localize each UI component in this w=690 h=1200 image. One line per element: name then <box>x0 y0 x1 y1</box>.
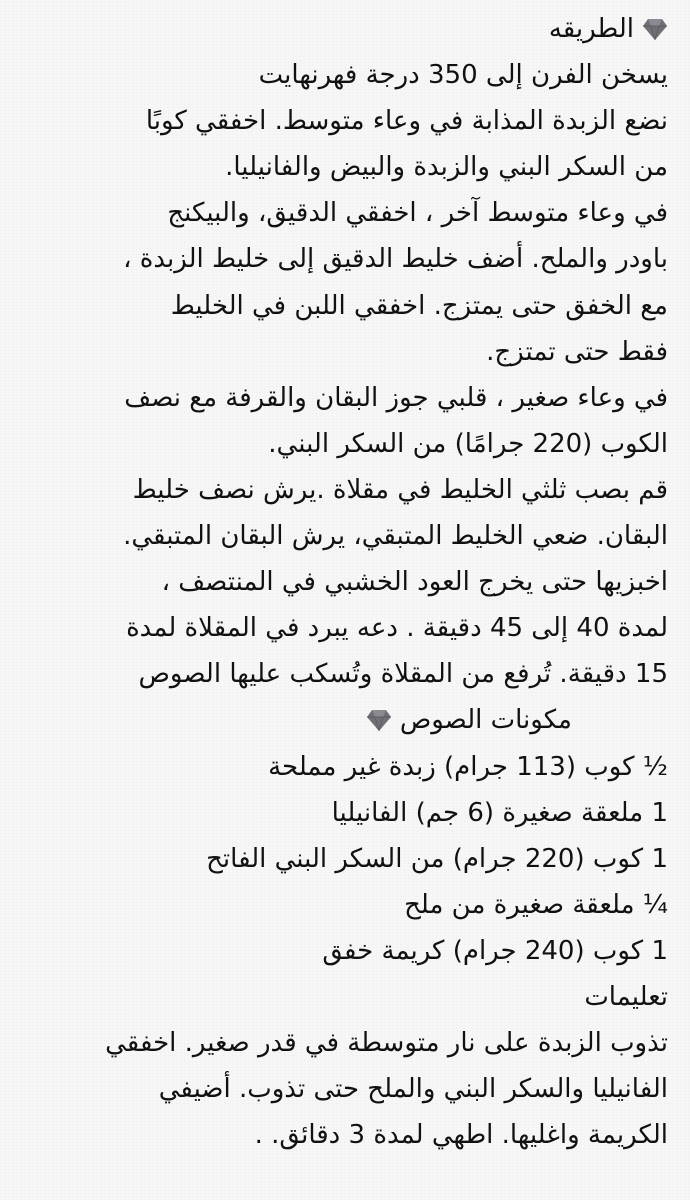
method-line: نضع الزبدة المذابة في وعاء متوسط. اخفقي كوبًا <box>145 106 668 137</box>
method-line: الكوب (220 جرامًا) من السكر البني. <box>268 428 668 459</box>
ingredient-item: ¼ ملعقة صغيرة من ملح <box>404 889 668 920</box>
method-line: باودر والملح. أضف خليط الدقيق إلى خليط الزبدة ، <box>123 244 668 275</box>
method-steps <box>18 52 668 697</box>
sauce-heading-text: مكونات الصوص <box>399 705 572 736</box>
method-line: اخبزيها حتى يخرج العود الخشبي في المنتصف ، <box>161 567 668 598</box>
method-line: في وعاء صغير ، قلبي جوز البقان والقرفة مع نصف <box>124 382 668 413</box>
instruction-line: الكريمة واغليها. اطهي لمدة 3 دقائق. . <box>254 1120 668 1151</box>
method-heading <box>18 6 668 52</box>
method-line: لمدة 40 إلى 45 دقيقة . دعه يبرد في المقلاة لمدة <box>126 613 668 644</box>
instruction-line: الفانيليا والسكر البني والملح حتى تذوب. أضيفي <box>158 1074 668 1105</box>
sauce-heading <box>18 697 668 743</box>
method-line: قم بصب ثلثي الخليط في مقلاة .يرش نصف خليط <box>132 474 668 505</box>
method-heading-text: الطريقه <box>548 14 634 44</box>
ingredient-item: 1 ملعقة صغيرة (6 جم) الفانيليا <box>331 797 668 828</box>
instructions <box>18 1020 668 1158</box>
method-line: في وعاء متوسط آخر ، اخفقي الدقيق، والبيكنج <box>167 198 668 229</box>
method-line: يسخن الفرن إلى 350 درجة فهرنهايت <box>258 60 668 91</box>
ingredient-item: 1 كوب (220 جرام) من السكر البني الفاتح <box>206 843 668 874</box>
method-line: من السكر البني والزبدة والبيض والفانيليا. <box>225 152 668 183</box>
instruction-line: تذوب الزبدة على نار متوسطة في قدر صغير. اخفقي <box>105 1028 668 1059</box>
method-line: مع الخفق حتى يمتزج. اخفقي اللبن في الخليط <box>170 290 668 321</box>
method-line: 15 دقيقة. تُرفع من المقلاة وتُسكب عليها الصوص <box>138 659 668 690</box>
instructions-heading: تعليمات <box>584 981 668 1012</box>
method-line: فقط حتى تمتزج. <box>486 336 668 367</box>
sauce-ingredients <box>18 744 668 974</box>
diamond-icon <box>366 707 392 733</box>
ingredient-item: 1 كوب (240 جرام) كريمة خفق <box>322 935 668 966</box>
diamond-icon <box>642 16 668 42</box>
method-line: البقان. ضعي الخليط المتبقي، يرش البقان المتبقي. <box>123 521 668 552</box>
ingredient-item: ½ كوب (113 جرام) زبدة غير مملحة <box>268 751 668 782</box>
